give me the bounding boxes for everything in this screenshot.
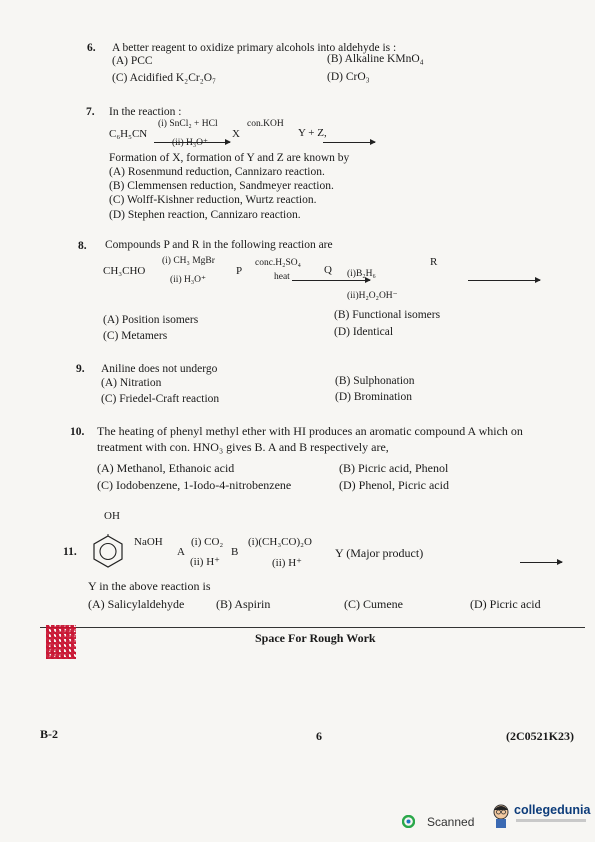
benzene-ring-icon: [91, 534, 125, 568]
q11-product: Y (Major product): [335, 546, 424, 560]
q7-step1-bottom: (ii) H₃O⁺: [172, 138, 209, 148]
q6-option-b: (B) Alkaline KMnO₄: [327, 53, 424, 65]
q9-text: Aniline does not undergo: [101, 363, 218, 375]
collegedunia-tagline-bar: [516, 819, 586, 822]
q8-r: R: [430, 256, 438, 268]
scanner-logo-icon: [402, 815, 415, 828]
q11-b: B: [231, 546, 239, 558]
q8-option-d: (D) Identical: [334, 326, 394, 338]
q11-oh-label: OH: [104, 510, 120, 522]
q11-step2-bottom: (ii) H⁺: [190, 556, 220, 568]
rough-work-divider: [40, 627, 585, 628]
q7-yz: Y + Z,: [298, 127, 327, 139]
q8-option-a: (A) Position isomers: [103, 314, 199, 326]
q6-option-c: (C) Acidified K₂Cr₂O₇: [112, 72, 217, 84]
collegedunia-logo-text: collegedunia: [514, 803, 591, 817]
q7-option-c: (C) Wolff-Kishner reduction, Wurtz reaction.: [109, 194, 317, 206]
q11-option-b: (B) Aspirin: [216, 597, 271, 611]
q11-option-d: (D) Picric acid: [470, 597, 541, 611]
q10-option-b: (B) Picric acid, Phenol: [339, 461, 449, 475]
q11-option-a: (A) Salicylaldehyde: [88, 597, 185, 611]
q6-option-d: (D) CrO₃: [327, 71, 370, 83]
scanned-label: Scanned: [427, 815, 475, 829]
q6-number: 6.: [87, 42, 96, 54]
q8-step2-top: conc.H₂SO₄: [255, 258, 301, 268]
q9-option-b: (B) Sulphonation: [335, 375, 415, 387]
q11-option-c: (C) Cumene: [344, 597, 403, 611]
q6-text: A better reagent to oxidize primary alcohols into aldehyde is :: [112, 42, 397, 54]
q8-text: Compounds P and R in the following reaction are: [105, 239, 333, 251]
q9-number: 9.: [76, 363, 85, 375]
q8-step1-bottom: (ii) H₃O⁺: [170, 275, 207, 285]
q7-option-a: (A) Rosenmund reduction, Cannizaro reaction.: [109, 166, 325, 178]
q10-number: 10.: [70, 426, 85, 438]
q8-step2-bottom: heat: [274, 272, 290, 282]
q8-number: 8.: [78, 240, 87, 252]
q10-option-c: (C) Iodobenzene, 1-Iodo-4-nitrobenzene: [97, 478, 292, 492]
q10-option-a: (A) Methanol, Ethanoic acid: [97, 461, 235, 475]
q11-step3-top: (i)(CH₃CO)₂O: [248, 536, 312, 548]
q7-option-d: (D) Stephen reaction, Cannizaro reaction.: [109, 209, 301, 221]
q7-stem: Formation of X, formation of Y and Z are known by: [109, 152, 350, 164]
q8-step3-top: (i)B₂H₆: [347, 269, 376, 279]
q7-x: X: [232, 128, 240, 140]
q8-step1-top: (i) CH₃ MgBr: [162, 256, 215, 266]
q9-option-a: (A) Nitration: [101, 377, 162, 389]
q7-step2-top: con.KOH: [247, 119, 284, 129]
q7-option-b: (B) Clemmensen reduction, Sandmeyer reaction.: [109, 180, 334, 192]
q10-text-line1: The heating of phenyl methyl ether with HI produces an aromatic compound A which on: [97, 424, 523, 438]
page-number: 6: [316, 729, 322, 743]
page-code-left: B-2: [40, 727, 58, 741]
q11-step1: NaOH: [134, 536, 163, 548]
q8-q: Q: [324, 264, 332, 276]
q10-text-line2: treatment with con. HNO₃ gives B. A and B respectively are,: [97, 440, 389, 454]
q7-number: 7.: [86, 106, 95, 118]
q8-option-b: (B) Functional isomers: [334, 309, 441, 321]
q8-option-c: (C) Metamers: [103, 330, 168, 342]
q11-arrow-1: [520, 562, 562, 563]
q8-arrow-2: [468, 280, 540, 281]
q8-reactant: CH₃CHO: [103, 265, 146, 277]
q7-step1-top: (i) SnCl₂ + HCl: [158, 119, 218, 129]
q11-number: 11.: [63, 546, 77, 558]
q9-option-d: (D) Bromination: [335, 391, 412, 403]
page-code-right: (2C0521K23): [506, 729, 574, 743]
q8-step3-bottom: (ii)H₂O₂OH⁻: [347, 291, 398, 301]
q7-reactant: C₆H₅CN: [109, 128, 148, 140]
q7-text: In the reaction :: [109, 106, 182, 118]
q7-arrow-2: [323, 142, 375, 143]
q8-arrow-1: [292, 280, 370, 281]
q11-stem: Y in the above reaction is: [88, 579, 211, 593]
q11-step2-top: (i) CO₂: [191, 536, 224, 548]
q10-option-d: (D) Phenol, Picric acid: [339, 478, 449, 492]
collegedunia-mascot-icon: [490, 803, 512, 829]
qr-code-pattern: [46, 625, 76, 659]
q11-a: A: [177, 546, 185, 558]
q8-p: P: [236, 265, 243, 277]
q9-option-c: (C) Friedel-Craft reaction: [101, 393, 220, 405]
rough-work-label: Space For Rough Work: [255, 631, 376, 645]
q11-step3-bottom: (ii) H⁺: [272, 557, 302, 569]
q6-option-a: (A) PCC: [112, 55, 153, 67]
